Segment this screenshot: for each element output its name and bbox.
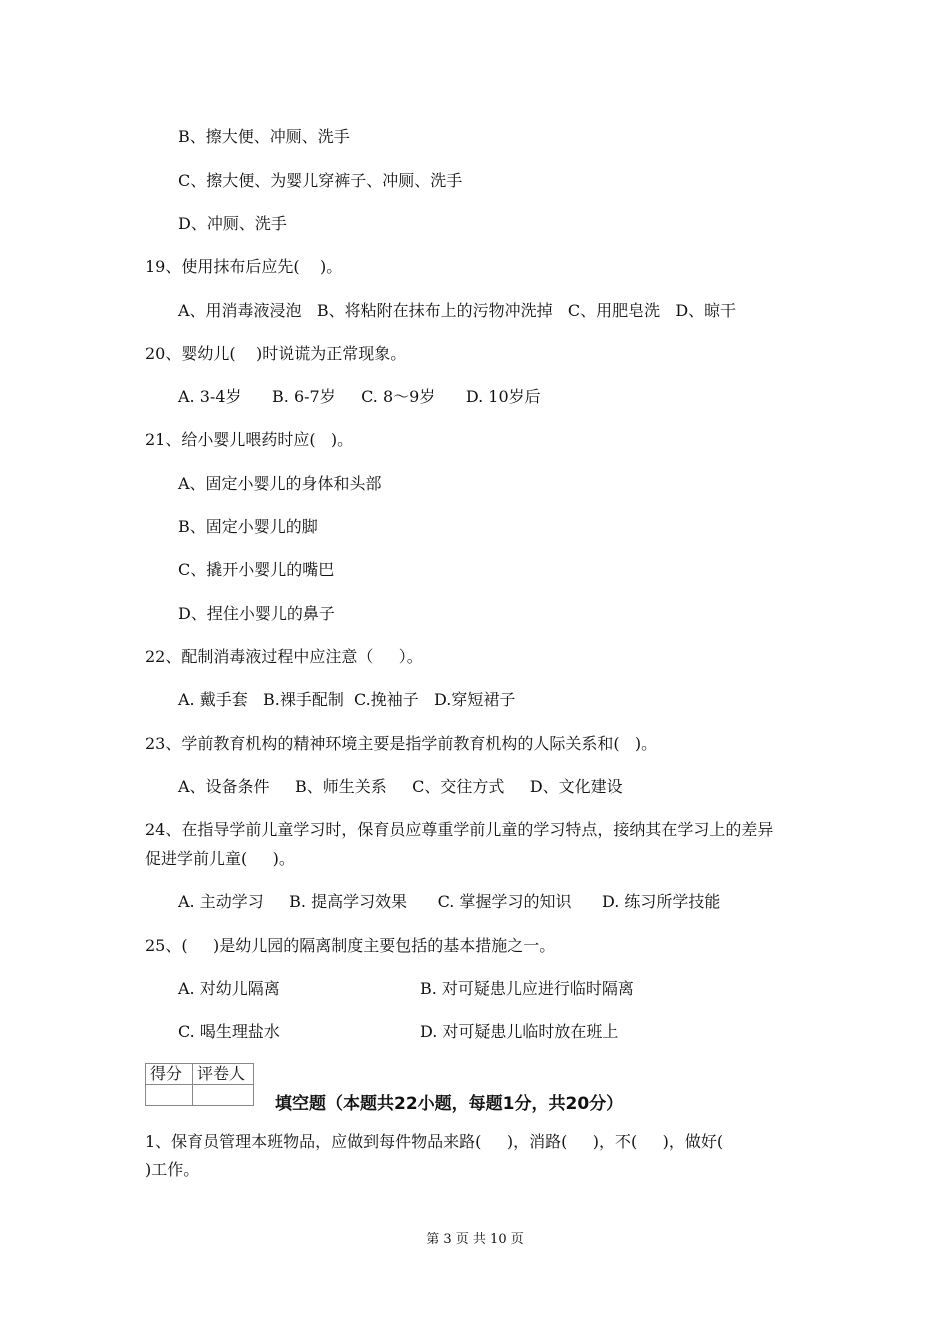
q23-options: A、设备条件 B、师生关系 C、交往方式 D、文化建设 (178, 777, 623, 796)
q18-option-c: C、擦大便、为婴儿穿裤子、冲厕、洗手 (178, 171, 463, 190)
q20-stem: 20、婴幼儿( )时说谎为正常现象。 (145, 344, 407, 363)
page-footer: 第 3 页 共 10 页 (426, 1232, 524, 1247)
q21-stem: 21、给小婴儿喂药时应( )。 (145, 430, 354, 449)
q18-option-d: D、冲厕、洗手 (178, 214, 287, 233)
q18-option-b: B、擦大便、冲厕、洗手 (178, 127, 350, 146)
section-title: 填空题（本题共22小题，每题1分，共20分） (275, 1094, 624, 1114)
q25-option-a: A. 对幼儿隔离 (178, 979, 280, 998)
score-cell (146, 1085, 193, 1106)
fill-q1-line1: 1、保育员管理本班物品，应做到每件物品来路( )，消路( )，不( )，做好( (145, 1132, 724, 1151)
q21-option-c: C、撬开小婴儿的嘴巴 (178, 560, 335, 579)
q24-stem-line2: 促进学前儿童( )。 (145, 849, 295, 868)
q19-options: A、用消毒液浸泡 B、将粘附在抹布上的污物冲洗掉 C、用肥皂洗 D、晾干 (178, 301, 737, 320)
q25-option-c: C. 喝生理盐水 (178, 1022, 280, 1041)
q20-options: A. 3-4岁 B. 6-7岁 C. 8～9岁 D. 10岁后 (178, 387, 541, 406)
fill-q1-line2: )工作。 (145, 1160, 200, 1179)
score-label: 得分 (146, 1064, 193, 1085)
q21-option-d: D、捏住小婴儿的鼻子 (178, 604, 335, 623)
q25-stem: 25、( )是幼儿园的隔离制度主要包括的基本措施之一。 (145, 936, 556, 955)
q21-option-a: A、固定小婴儿的身体和头部 (178, 474, 382, 493)
q24-stem-line1: 24、在指导学前儿童学习时，保育员应尊重学前儿童的学习特点，接纳其在学习上的差异 (145, 820, 774, 839)
grader-cell (193, 1085, 254, 1106)
q22-options: A. 戴手套 B.裸手配制 C.挽袖子 D.穿短裙子 (178, 690, 516, 709)
q23-stem: 23、学前教育机构的精神环境主要是指学前教育机构的人际关系和( )。 (145, 734, 658, 753)
q22-stem: 22、配制消毒液过程中应注意（ ）。 (145, 647, 423, 666)
q21-option-b: B、固定小婴儿的脚 (178, 517, 318, 536)
q25-option-d: D. 对可疑患儿临时放在班上 (420, 1022, 619, 1041)
q25-option-b: B. 对可疑患儿应进行临时隔离 (420, 979, 634, 998)
q19-stem: 19、使用抹布后应先( )。 (145, 257, 343, 276)
grader-label: 评卷人 (193, 1064, 254, 1085)
score-box (145, 1063, 254, 1106)
q24-options: A. 主动学习 B. 提高学习效果 C. 掌握学习的知识 D. 练习所学技能 (178, 892, 721, 911)
